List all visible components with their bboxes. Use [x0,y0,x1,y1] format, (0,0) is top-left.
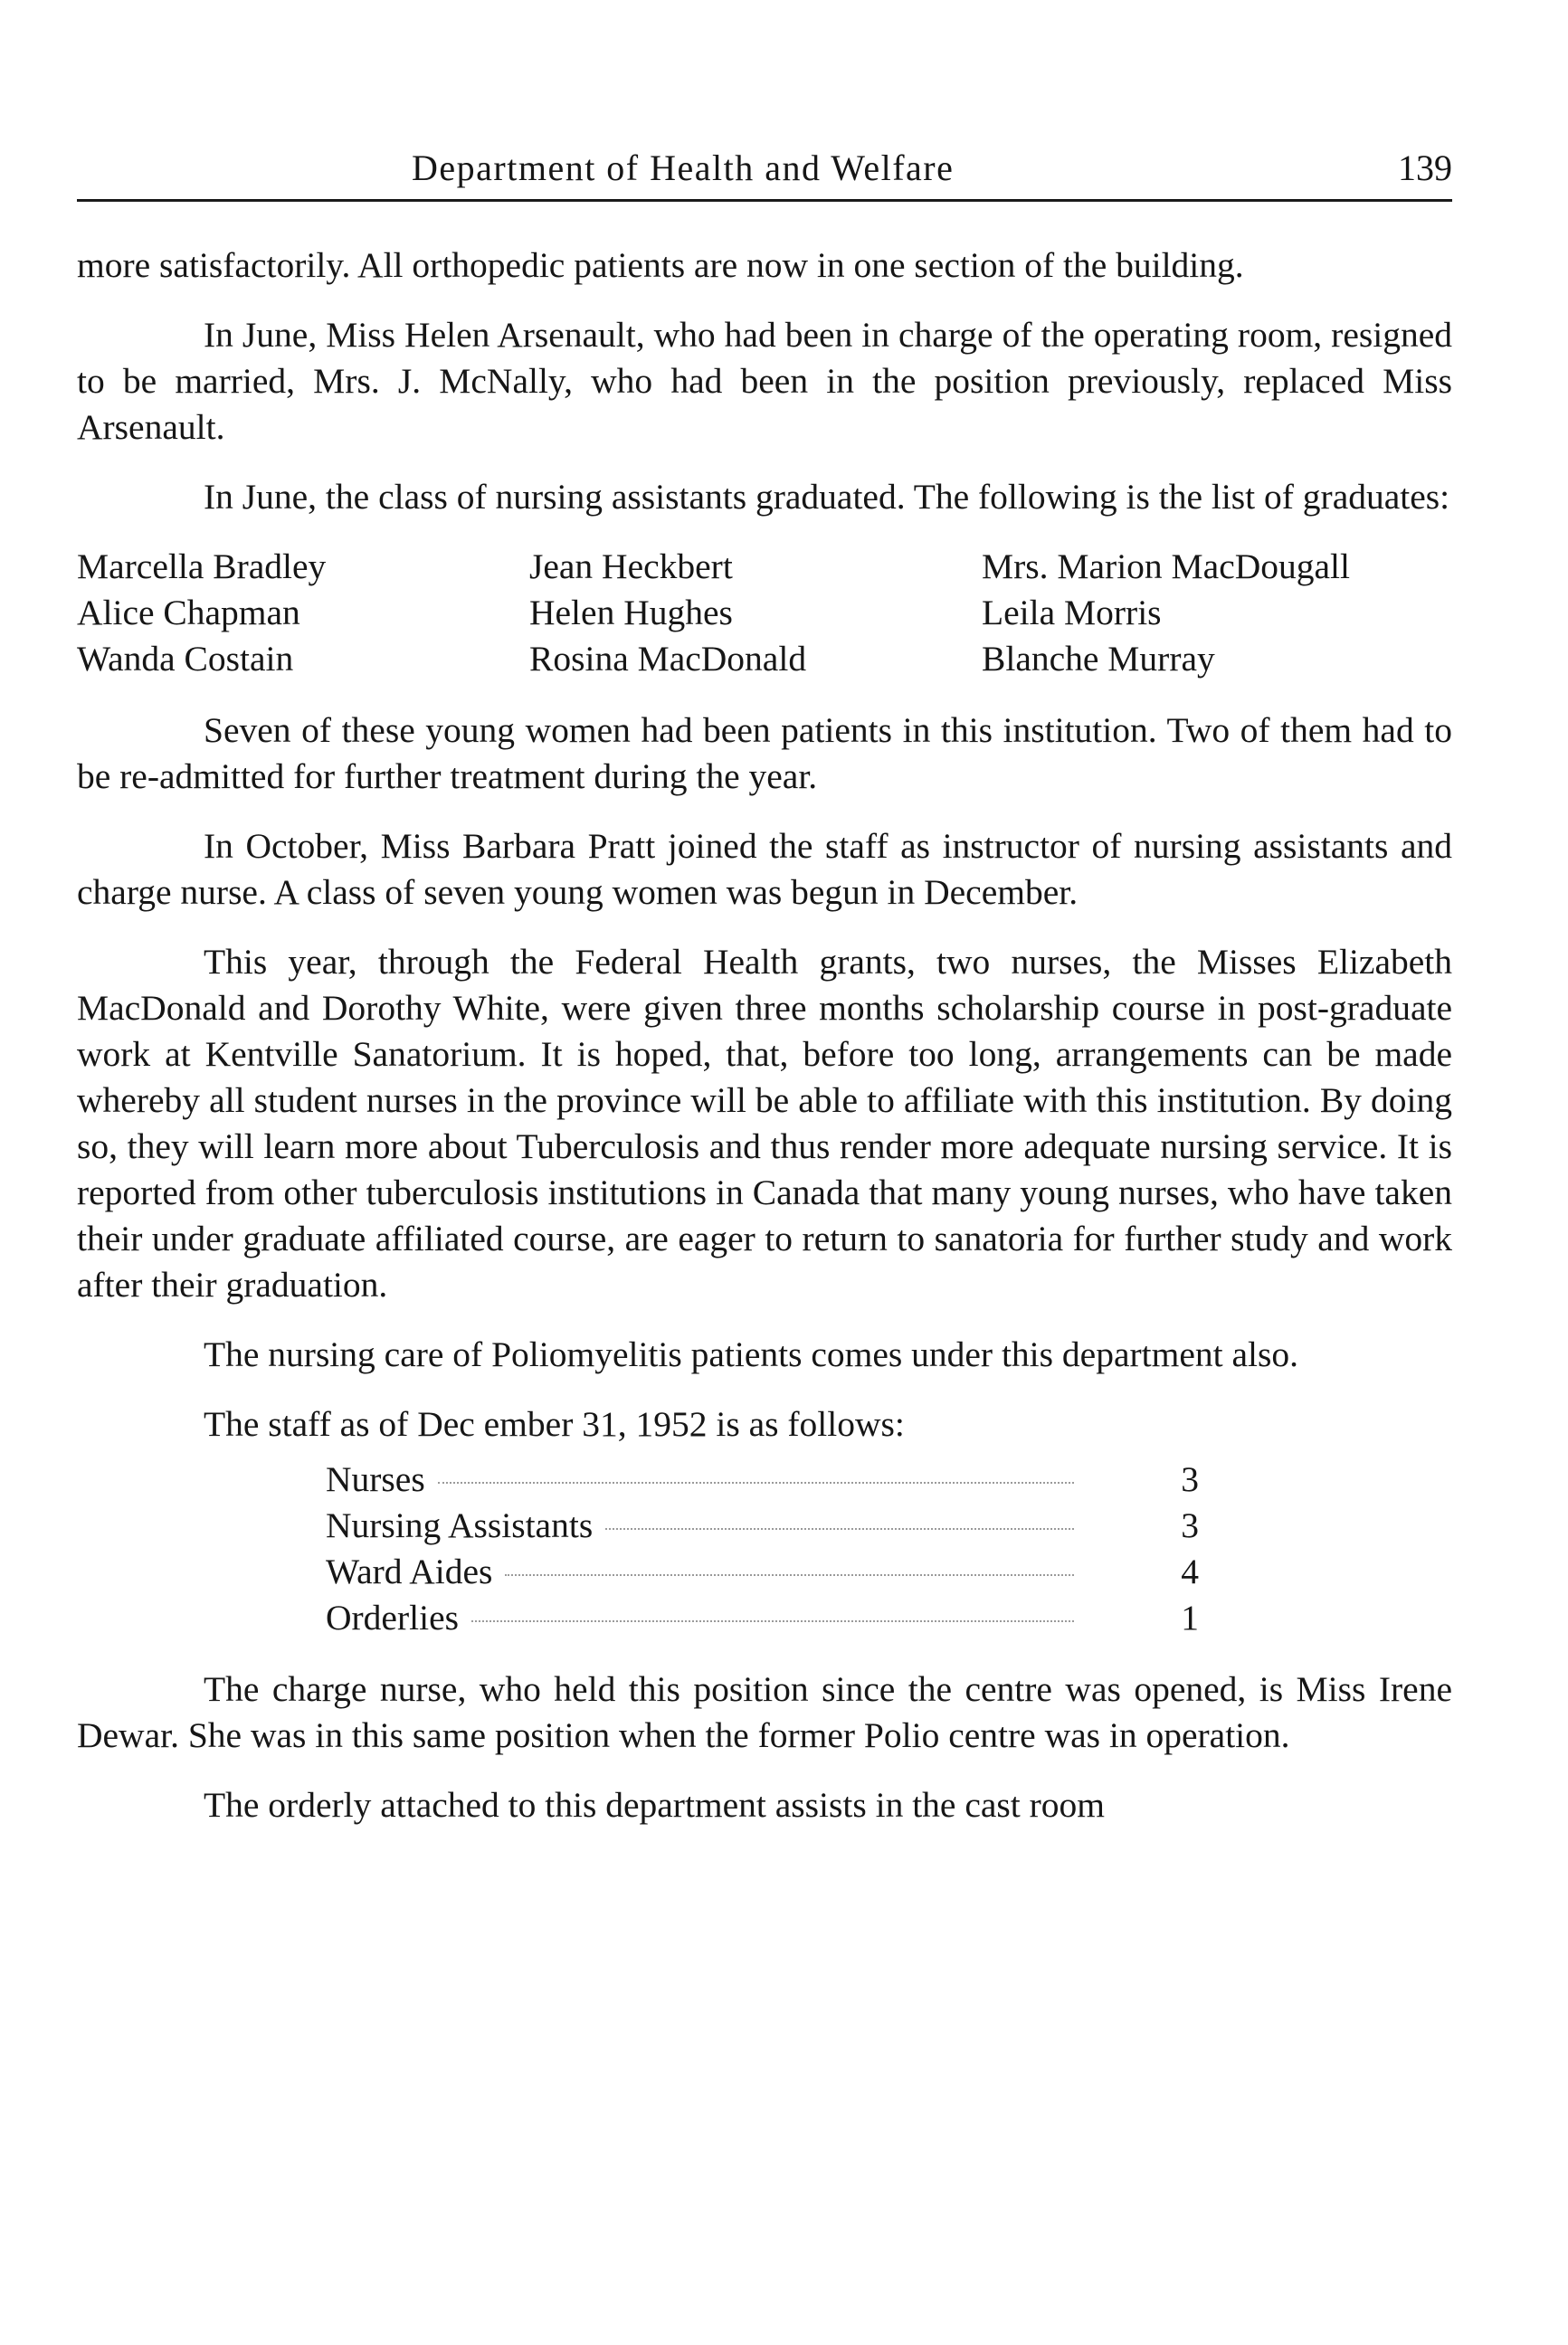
staff-count: 1 [1181,1598,1199,1638]
staff-role: Nursing Assistants [326,1505,594,1545]
header-rule [77,199,1452,202]
staff-row [326,1457,1199,1503]
graduate-name: Helen Hughes [529,593,733,632]
paragraph: The charge nurse, who held this position since the centre was opened, is Miss Irene Dewar. She was in this same position when the former Polio centre was in operation. [77,1669,1452,1755]
staff-table [326,1457,1199,1641]
graduate-name: Jean Heckbert [529,546,733,586]
body-text [77,242,1452,1852]
graduate-name: Wanda Costain [77,639,294,679]
staff-row [326,1595,1199,1641]
paragraph: more satisfactorily. All orthopedic patients are now in one section of the building. [77,245,1244,285]
running-header [77,136,1452,190]
dot-leader [438,1482,1074,1484]
graduates-list [77,544,1452,682]
graduate-name: Mrs. Marion MacDougall [982,546,1350,586]
paragraph: Seven of these young women had been patients in this institution. Two of them had to be re-admitted for further treatment during the year. [77,710,1452,796]
paragraph: The staff as of Dec ember 31, 1952 is as follows: [204,1404,905,1444]
staff-row [326,1503,1199,1549]
dot-leader [605,1528,1074,1530]
staff-row [326,1549,1199,1595]
paragraph: In October, Miss Barbara Pratt joined the staff as instructor of nursing assistants and charge nurse. A class of seven young women was begun in December. [77,826,1452,912]
staff-role: Ward Aides [326,1552,493,1591]
staff-count: 3 [1181,1459,1199,1499]
paragraph: The orderly attached to this department assists in the cast room [204,1785,1106,1825]
paragraph: In June, Miss Helen Arsenault, who had been in charge of the operating room, resigned to be married, Mrs. J. McNally, who had been in the position previously, replaced Miss Arsenault. [77,315,1452,447]
graduate-name: Blanche Murray [982,639,1215,679]
staff-count: 3 [1181,1505,1199,1545]
staff-role: Nurses [326,1459,425,1499]
staff-role: Orderlies [326,1598,459,1638]
graduate-name: Alice Chapman [77,593,300,632]
dot-leader [505,1574,1074,1576]
paragraph: In June, the class of nursing assistants graduated. The following is the list of graduates: [204,477,1450,517]
paragraph: The nursing care of Poliomyelitis patients comes under this department also. [204,1334,1298,1374]
paragraph: This year, through the Federal Health grants, two nurses, the Misses Elizabeth MacDonald and Dorothy White, were given three months scholarship course in post-graduate work at Kentville Sanatorium. It is hoped, that, before too long, arrangements can be made whereby all student nurses in the province will be able to affiliate with this institution. By doing so, they will learn more about Tuberculosis and thus render more adequate nursing service. It is reported from other tuberculosis institutions in Canada that many young nurses, who have taken their under graduate affiliated course, are eager to return to sanatoria for further study and work after their graduation. [77,942,1452,1305]
graduate-name: Rosina MacDonald [529,639,807,679]
graduate-name: Leila Morris [982,593,1162,632]
graduate-name: Marcella Bradley [77,546,327,586]
running-title: Department of Health and Welfare [412,147,955,188]
dot-leader [471,1620,1074,1622]
staff-count: 4 [1181,1552,1199,1591]
page-number: 139 [1398,147,1452,188]
